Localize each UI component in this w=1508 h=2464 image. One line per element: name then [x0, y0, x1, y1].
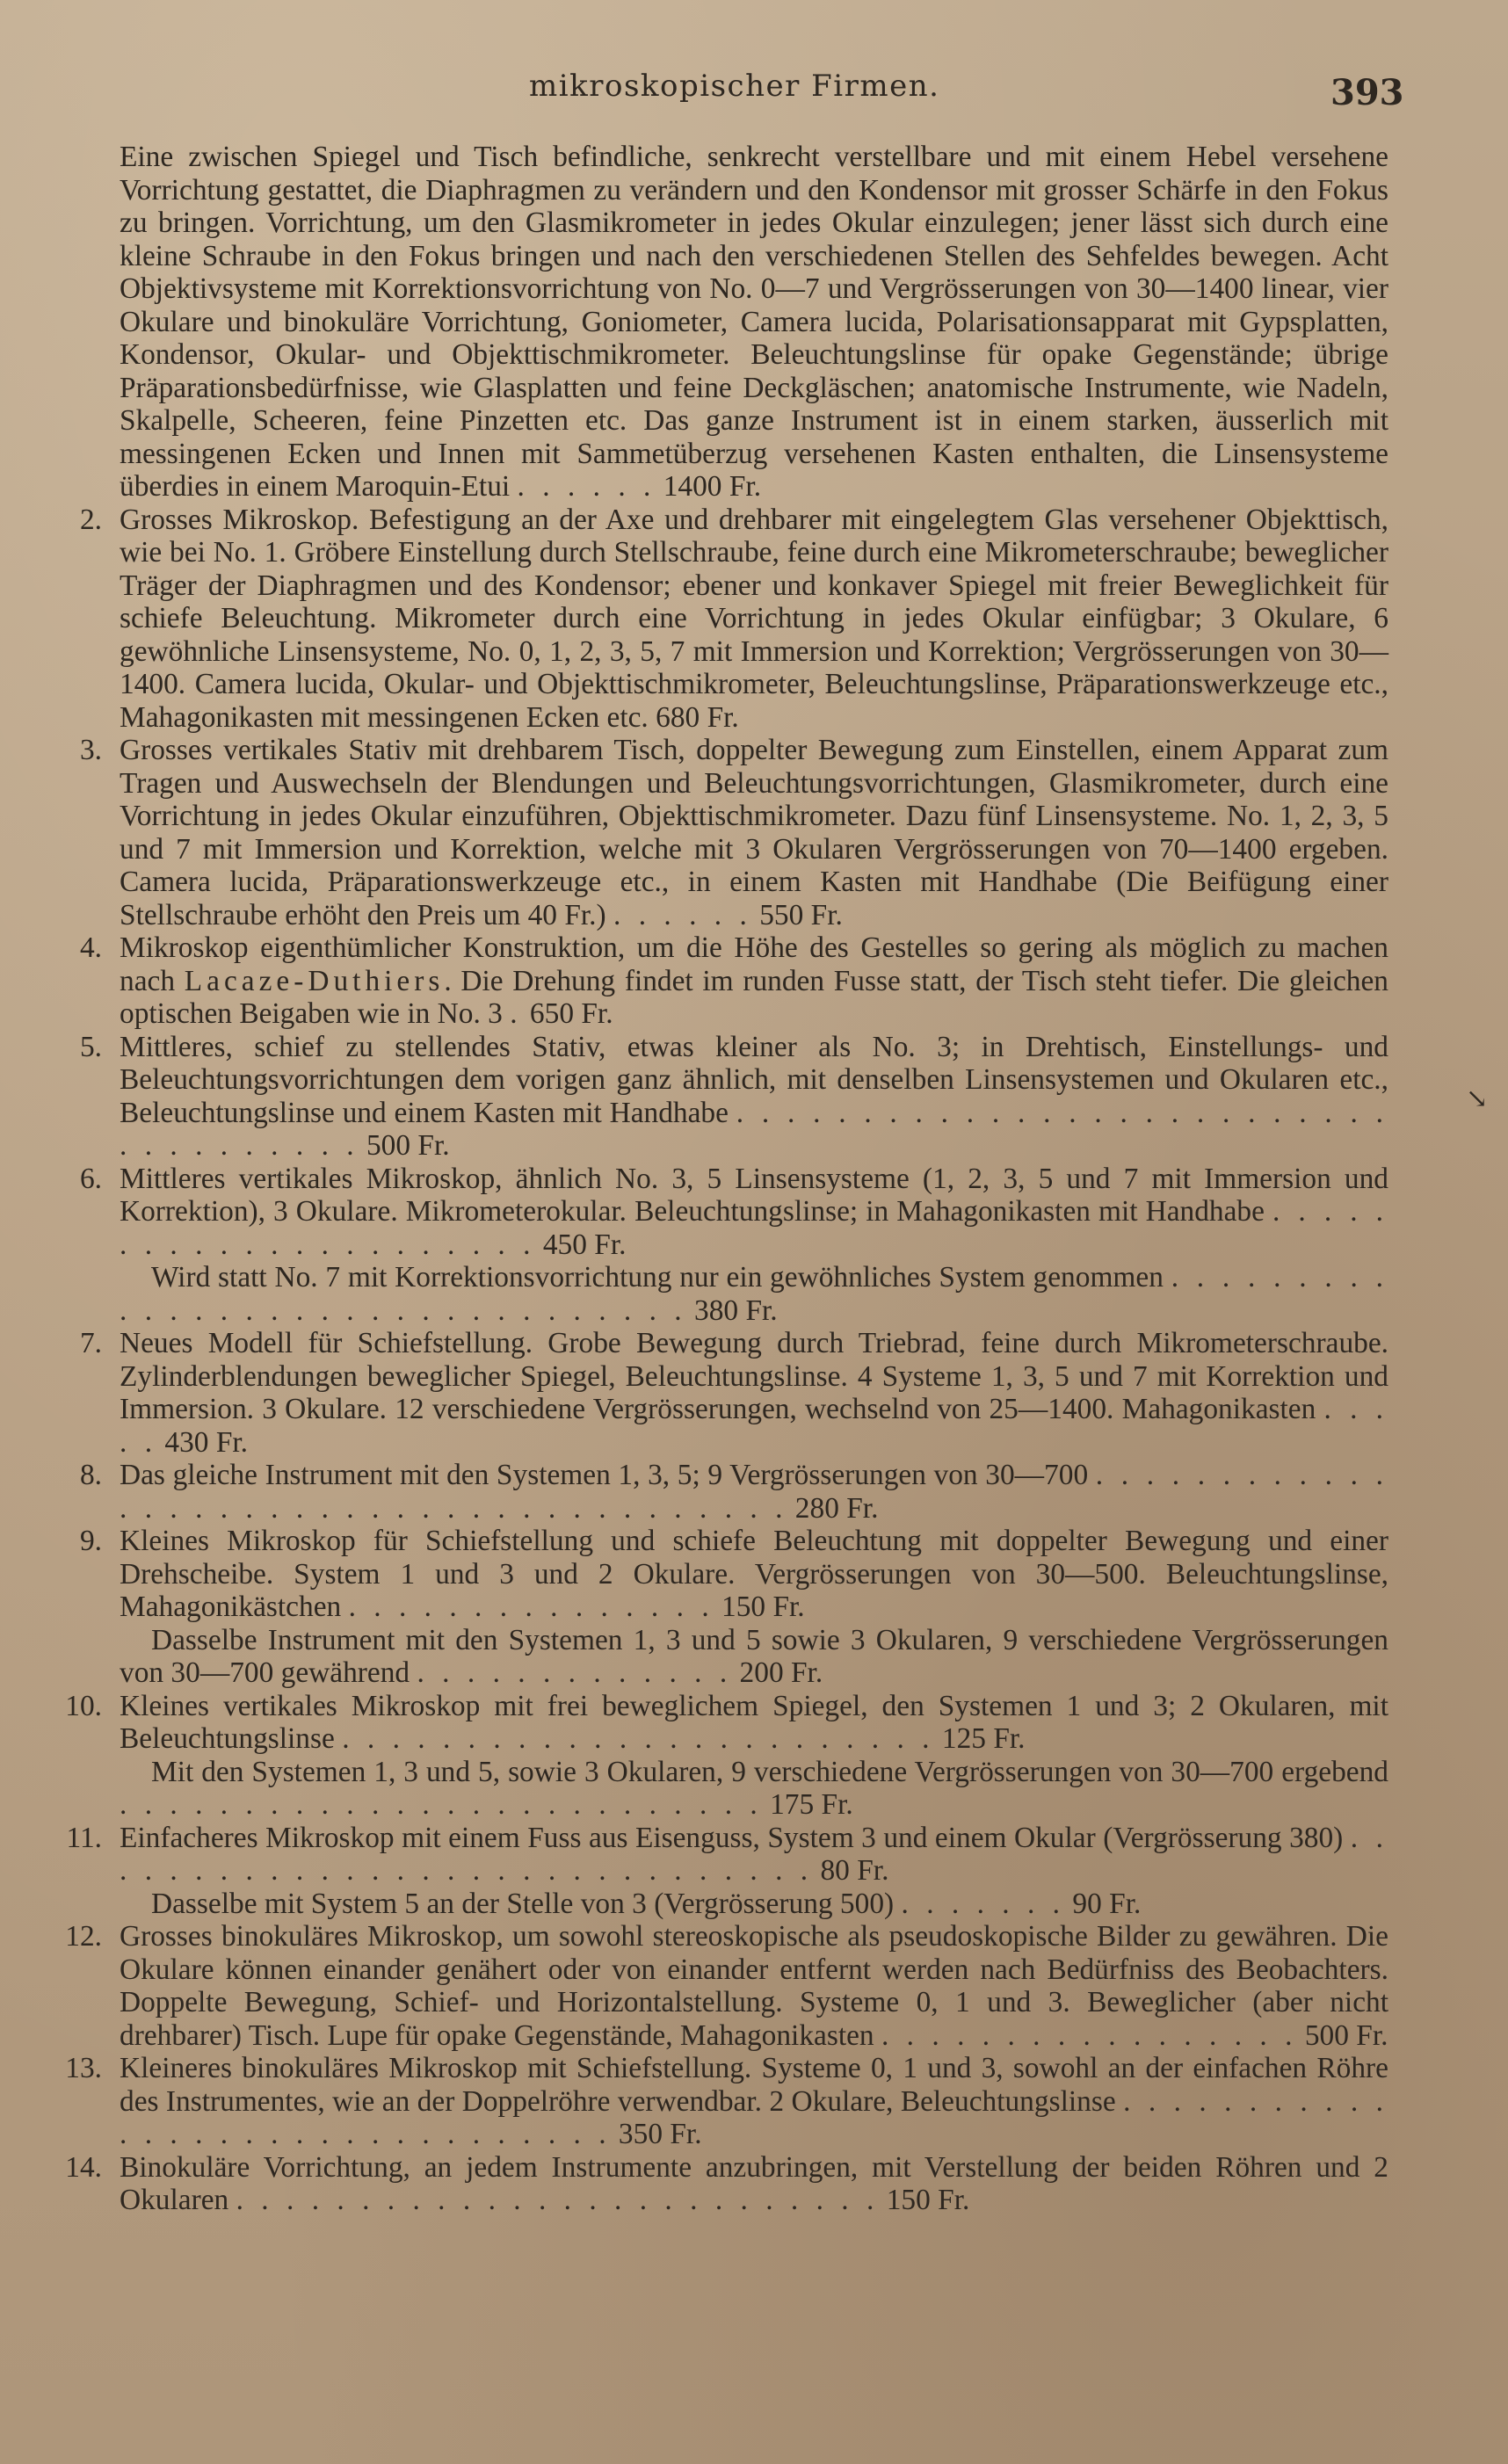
entry-text: Das gleiche Instrument mit den Systemen 1, 3, 5; 9 Vergrösserungen von 30—700	[120, 1459, 1089, 1491]
catalog-entry	[53, 2052, 1388, 2151]
entry-text: Grosses Mikroskop. Befestigung an der Axe und drehbarer mit eingelegtem Glas versehener Objekttisch, wie bei No. 1. Gröbere Einstellung durch Stellschraube, feine durch eine Mikrometerschraube; beweglicher Träger der Diaphragmen und des Kondensor; ebener und konkaver Spiegel mit freier Beweglichkeit für schiefe Beleuchtung. Mikrometer durch eine Vorrichtung in jedes Okular einfügbar; 3 Okulare, 6 gewöhnliche Linsensysteme, No. 0, 1, 2, 3, 5, 7 mit Immersion und Korrektion; Vergrösserungen von 30—1400. Camera lucida, Okular- und Objekttischmikrometer, Beleuchtungslinse, Präparationswerkzeuge etc., Mahagonikasten mit messingenen Ecken etc.	[120, 503, 1388, 734]
price: 350 Fr.	[618, 2118, 702, 2150]
entry-paragraph	[120, 1690, 1388, 1756]
leader-dots: . . . . . . . . . . . . . . . . .	[881, 2018, 1298, 2052]
catalog-entry	[53, 931, 1388, 1031]
margin-mark-icon: ↘	[1466, 1083, 1489, 1114]
leader-dots: . . . . . .	[613, 898, 752, 931]
entry-paragraph	[120, 2151, 1388, 2217]
entry-number: 5.	[79, 1030, 102, 1063]
entry-number: 8.	[79, 1459, 102, 1491]
price: 1400 Fr.	[663, 470, 762, 503]
entry-text: Dasselbe mit System 5 an der Stelle von 3 (Vergrösserung 500)	[151, 1887, 895, 1920]
entry-paragraph	[120, 1624, 1388, 1690]
leader-dots: . . . . . . . . . . . . . . . . . . . . . . . .	[342, 1722, 935, 1755]
entry-number: 7.	[79, 1327, 102, 1359]
price: 430 Fr.	[164, 1425, 249, 1459]
catalog-entry	[53, 141, 1388, 504]
entry-text: Einfacheres Mikroskop mit einem Fuss aus Eisenguss, System 3 und einem Okular (Vergrösserung 380)	[120, 1821, 1344, 1854]
entry-number: 12.	[65, 1920, 102, 1953]
entry-paragraph	[120, 1327, 1388, 1459]
entry-paragraph	[120, 2052, 1388, 2151]
running-head: mikroskopischer Firmen.	[529, 69, 940, 104]
price: 125 Fr.	[941, 1722, 1026, 1755]
entry-paragraph	[120, 1031, 1388, 1163]
leader-dots: . . . . . . . . . . . . . . . . . . . . . . . . . . . . . . . .	[120, 1261, 1388, 1327]
price: 150 Fr.	[721, 1591, 805, 1623]
entry-text: Neues Modell für Schiefstellung. Grobe Bewegung durch Triebrad, feine durch Mikrometerschraube. Zylinderblendungen beweglicher Spiegel, Beleuchtungslinse. 4 Systeme 1, 3, 5 und 7 mit Korrektion und Immersion. 3 Okulare. 12 verschiedene Vergrösserungen, wechselnd von 25—1400. Mahagonikasten	[120, 1327, 1388, 1425]
catalog-entry	[53, 1031, 1388, 1163]
entry-text: Grosses binokuläres Mikroskop, um sowohl stereoskopische als pseudoskopische Bilder zu gewähren. Die Okulare können einander genähert oder von einander entfernt werden nach Bedürfniss des Beobachters. Doppelte Bewegung, Schief- und Horizontalstellung. Systeme 0, 1 und 3. Beweglicher (aber nicht drehbarer) Tisch. Lupe für opake Gegenstände, Mahagonikasten	[120, 1920, 1388, 2052]
catalog-entry	[53, 734, 1388, 931]
leader-dots: . . . . . . . . . . . . . . .	[348, 1591, 714, 1623]
catalog-entry	[53, 1525, 1388, 1690]
catalog-entry	[53, 1690, 1388, 1822]
entry-paragraph	[120, 1920, 1388, 2052]
entry-text: Kleineres binokuläres Mikroskop mit Schiefstellung. Systeme 0, 1 und 3, sowohl an der einfachen Röhre des Instrumentes, wie an der Doppelröhre verwendbar. 2 Okulare, Beleuchtungslinse	[120, 2052, 1388, 2118]
leader-dots: . . . . . .	[517, 470, 656, 503]
entry-text: Mittleres vertikales Mikroskop, ähnlich No. 3, 5 Linsensysteme (1, 2, 3, 5 und 7 mit Immersion und Korrektion), 3 Okulare. Mikrometerokular. Beleuchtungslinse; in Mahagonikasten mit Handhabe	[120, 1162, 1388, 1228]
price: 80 Fr.	[820, 1854, 889, 1887]
leader-dots: . . . . . . . . . . . . . . . . . . . . . . . . . . . . . . . . . . . .	[120, 1096, 1388, 1162]
catalog-entry	[53, 1459, 1388, 1525]
catalog-entries	[53, 141, 1388, 2217]
entry-paragraph	[120, 1261, 1388, 1327]
entry-number: 10.	[65, 1689, 102, 1722]
price: 280 Fr.	[794, 1491, 879, 1525]
price: 450 Fr.	[542, 1228, 627, 1261]
entry-text: Wird statt No. 7 mit Korrektionsvorrichtung nur ein gewöhnliches System genommen	[151, 1261, 1164, 1294]
leader-dots: . . . . . . . . . . . . . . . . . . . . . .	[120, 1195, 1388, 1261]
page-number: 393	[1330, 72, 1404, 113]
entry-paragraph	[120, 1888, 1388, 1921]
entry-number: 11.	[66, 1821, 102, 1854]
entry-number: 13.	[65, 2052, 102, 2084]
entry-text: Kleines vertikales Mikroskop mit frei beweglichem Spiegel, den Systemen 1 und 3; 2 Okularen, mit Beleuchtungslinse	[120, 1689, 1388, 1755]
entry-paragraph	[120, 734, 1388, 931]
entry-number: 2.	[79, 503, 102, 536]
entry-paragraph	[120, 1822, 1388, 1888]
entry-paragraph	[120, 1459, 1388, 1525]
catalog-entry	[53, 2151, 1388, 2217]
entry-text: Eine zwischen Spiegel und Tisch befindliche, senkrecht verstellbare und mit einem Hebel versehene Vorrichtung gestattet, die Diaphragmen zu verändern und den Kondensor mit grosser Schärfe in den Fokus zu bringen. Vorrichtung, um den Glasmikrometer in jedes Okular einzulegen; jener lässt sich durch eine kleine Schraube in den Fokus bringen und nach den verschiedenen Stellen des Sehfeldes bewegen. Acht Objektivsysteme mit Korrektionsvorrichtung von No. 0—7 und Vergrösserungen von 30—1400 linear, vier Okulare und binokuläre Vorrichtung, Goniometer, Camera lucida, Polarisationsapparat mit Gypsplatten, Kondensor, Okular- und Objekttischmikrometer. Beleuchtungslinse für opake Gegenstände; übrige Präparationsbedürfnisse, wie Glasplatten und feine Deckgläschen; anatomische Instrumente, wie Nadeln, Skalpelle, Scheeren, feine Pinzetten etc. Das ganze Instrument ist in einem starken, äusserlich mit messingenen Ecken und Innen mit Sammetüberzug versehenen Kasten enthalten, die Linsensysteme überdies in einem Maroquin-Etui	[120, 141, 1388, 503]
entry-text: Kleines Mikroskop für Schiefstellung und schiefe Beleuchtung mit doppelter Bewegung und einer Drehscheibe. System 1 und 3 und 2 Okulare. Vergrösserungen von 30—500. Beleuchtungslinse, Mahagonikästchen	[120, 1525, 1388, 1623]
entry-text: Binokuläre Vorrichtung, an jedem Instrumente anzubringen, mit Verstellung der beiden Röhren und 2 Okularen	[120, 2150, 1388, 2216]
leader-dots: .	[510, 997, 523, 1030]
leader-dots: . . . . . . .	[901, 1887, 1066, 1920]
catalog-entry	[53, 1327, 1388, 1459]
entry-text: Grosses vertikales Stativ mit drehbarem Tisch, doppelter Bewegung zum Einstellen, einem Apparat zum Tragen und Auswechseln der Blendungen und Beleuchtungsvorrichtungen, Glasmikrometer, durch eine Vorrichtung in jedes Okular einzuführen, Objekttischmikrometer. Dazu fünf Linsensysteme. No. 1, 2, 3, 5 und 7 mit Immersion und Korrektion, welche mit 3 Okularen Vergrösserungen von 70—1400 ergeben. Camera lucida, Präparationswerkzeuge etc., in einem Kasten mit Handhabe (Die Beifügung einer Stellschraube erhöht den Preis um 40 Fr.)	[120, 734, 1388, 931]
entry-paragraph	[120, 931, 1388, 1031]
leader-dots: . . . . . . . . . . . . . . . . . . . . . . . . . .	[236, 2184, 880, 2216]
catalog-entry	[53, 1822, 1388, 1921]
leader-dots: . . . . . . . . . . . . .	[417, 1656, 733, 1689]
price: 175 Fr.	[770, 1788, 853, 1821]
entry-text: Mittleres, schief zu stellendes Stativ, etwas kleiner als No. 3; in Drehtisch, Einstellungs- und Beleuchtungsvorrichtungen dem vorigen ganz ähnlich, mit denselben Linsensystemen und Okularen etc., Beleuchtungslinse und einem Kasten mit Handhabe	[120, 1030, 1388, 1129]
price: 650 Fr.	[529, 997, 613, 1030]
entry-number: 6.	[79, 1162, 102, 1195]
catalog-entry	[53, 1163, 1388, 1328]
entry-number: 3.	[79, 734, 102, 766]
price: 200 Fr.	[739, 1656, 823, 1689]
entry-number: 9.	[79, 1525, 102, 1557]
page-header	[0, 69, 1508, 121]
catalog-entry	[53, 1920, 1388, 2052]
price: 150 Fr.	[886, 2184, 970, 2216]
entry-number: 4.	[79, 931, 102, 964]
catalog-entry	[53, 504, 1388, 735]
leader-dots: . . . . . . . . . . . . . . . . . . . . . . . . . . . . . .	[120, 1821, 1388, 1887]
price: 550 Fr.	[759, 898, 843, 931]
leader-dots: . . . . .	[120, 1393, 1388, 1459]
entry-paragraph	[120, 1756, 1388, 1822]
entry-paragraph	[120, 1163, 1388, 1262]
price: 500 Fr.	[1304, 2018, 1388, 2052]
entry-paragraph	[120, 1525, 1388, 1624]
price: 380 Fr.	[694, 1294, 778, 1327]
author-name: Lacaze-Duthiers	[184, 964, 445, 997]
leader-dots: . . . . . . . . . . . . . . . . . . . . . . . . . .	[120, 1788, 763, 1821]
entry-paragraph	[120, 504, 1388, 735]
entry-text: Mikroskop eigenthümlicher Konstruktion, um die Höhe des Gestelles so gering als möglich zu machen nach	[120, 931, 1388, 997]
price: 90 Fr.	[1072, 1887, 1142, 1920]
entry-paragraph	[120, 141, 1388, 504]
leader-dots: . . . . . . . . . . . . . . . . . . . . . . . . . . . . . . . . . . . . . . .	[120, 1459, 1388, 1525]
entry-text: Mit den Systemen 1, 3 und 5, sowie 3 Okularen, 9 verschiedene Vergrösserungen von 30—700 ergebend	[151, 1755, 1388, 1788]
price: 500 Fr.	[366, 1129, 450, 1162]
leader-dots: . . . . . . . . . . . . . . . . . . . . . . . . . . . . . . .	[120, 2084, 1388, 2150]
entry-text: Dasselbe Instrument mit den Systemen 1, 3 und 5 sowie 3 Okularen, 9 verschiedene Vergrösserungen von 30—700 gewährend	[120, 1623, 1388, 1689]
entry-text: . Die Drehung findet im runden Fusse statt, der Tisch steht tiefer. Die gleichen optischen Beigaben wie in No. 3	[120, 964, 1388, 1030]
entry-number: 14.	[65, 2150, 102, 2184]
price: 680 Fr.	[656, 700, 739, 734]
